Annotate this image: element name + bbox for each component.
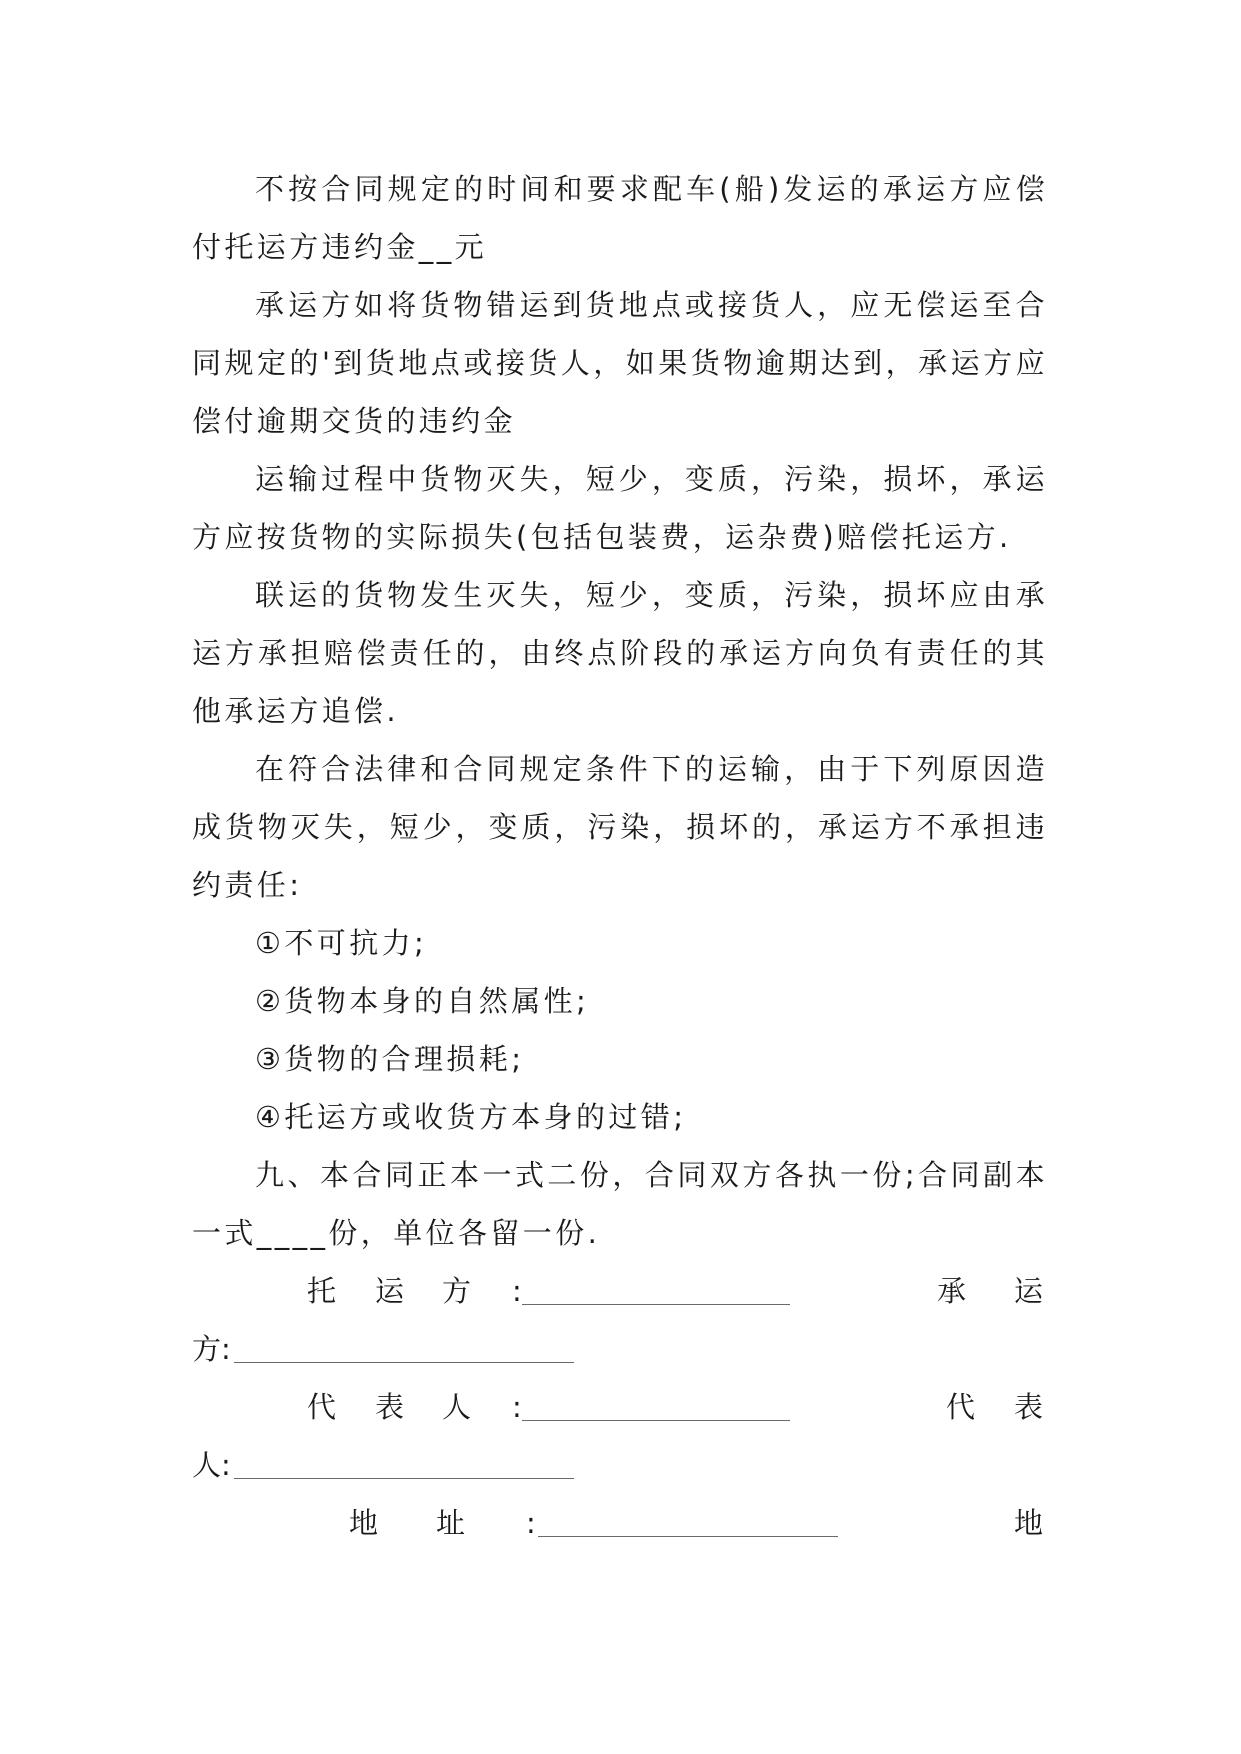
shipper-address-blank[interactable] bbox=[538, 1536, 838, 1537]
paragraph-delay-penalty: 不按合同规定的时间和要求配车(船)发运的承运方应偿付托运方违约金__元 bbox=[192, 172, 1048, 264]
carrier-label-char: 承 bbox=[937, 1274, 967, 1308]
representative-label-char: 人 bbox=[442, 1390, 472, 1424]
address-label-char: 地 bbox=[349, 1506, 379, 1540]
shipper-label-char: 托 bbox=[307, 1274, 337, 1308]
shipper-signature-blank[interactable] bbox=[522, 1304, 790, 1305]
carrier-label-cont: 方: bbox=[192, 1332, 231, 1366]
paragraph-clause-nine: 九、本合同正本一式二份，合同双方各执一份;合同副本一式____份，单位各留一份. bbox=[192, 1158, 1048, 1250]
colon: : bbox=[512, 1274, 522, 1308]
colon: : bbox=[512, 1390, 522, 1424]
list-item: ①不可抗力; bbox=[255, 926, 428, 960]
paragraph-misdelivery: 承运方如将货物错运到货地点或接货人，应无偿运至合同规定的'到货地点或接货人，如果货物逾期达到，承运方应偿付逾期交货的违约金 bbox=[192, 288, 1048, 438]
representative-label-char: 代 bbox=[946, 1390, 976, 1424]
shipper-label-char: 运 bbox=[375, 1274, 405, 1308]
signature-row-carrier bbox=[192, 1320, 1048, 1378]
signature-row-shipper bbox=[192, 1262, 1048, 1320]
shipper-representative-blank[interactable] bbox=[522, 1420, 790, 1421]
list-item: ④托运方或收货方本身的过错; bbox=[255, 1100, 687, 1134]
list-item: ③货物的合理损耗; bbox=[255, 1042, 525, 1076]
signature-row-address bbox=[192, 1494, 1048, 1552]
representative-label-char: 表 bbox=[1014, 1390, 1044, 1424]
paragraph-joint-transport: 联运的货物发生灭失，短少，变质，污染，损坏应由承运方承担赔偿责任的，由终点阶段的承运方向负有责任的其他承运方追偿. bbox=[192, 578, 1048, 728]
paragraph-exemptions: 在符合法律和合同规定条件下的运输，由于下列原因造成货物灭失，短少，变质，污染，损坏的，承运方不承担违约责任: bbox=[192, 752, 1048, 902]
shipper-label-char: 方 bbox=[442, 1274, 472, 1308]
representative-label-cont: 人: bbox=[192, 1448, 231, 1482]
paragraph-transport-loss: 运输过程中货物灭失，短少，变质，污染，损坏，承运方应按货物的实际损失(包括包装费，运杂费)赔偿托运方. bbox=[192, 462, 1048, 554]
representative-label-char: 代 bbox=[307, 1390, 337, 1424]
list-item: ②货物本身的自然属性; bbox=[255, 984, 590, 1018]
document-page bbox=[192, 160, 1048, 1552]
address-label-char: 地 bbox=[1014, 1506, 1044, 1540]
colon: : bbox=[526, 1506, 536, 1540]
representative-label-char: 表 bbox=[375, 1390, 405, 1424]
signature-row-representative bbox=[192, 1378, 1048, 1436]
carrier-label-char: 运 bbox=[1014, 1274, 1044, 1308]
signature-row-carrier-representative bbox=[192, 1436, 1048, 1494]
address-label-char: 址 bbox=[436, 1506, 466, 1540]
carrier-signature-blank[interactable] bbox=[234, 1362, 574, 1363]
carrier-representative-blank[interactable] bbox=[234, 1478, 574, 1479]
